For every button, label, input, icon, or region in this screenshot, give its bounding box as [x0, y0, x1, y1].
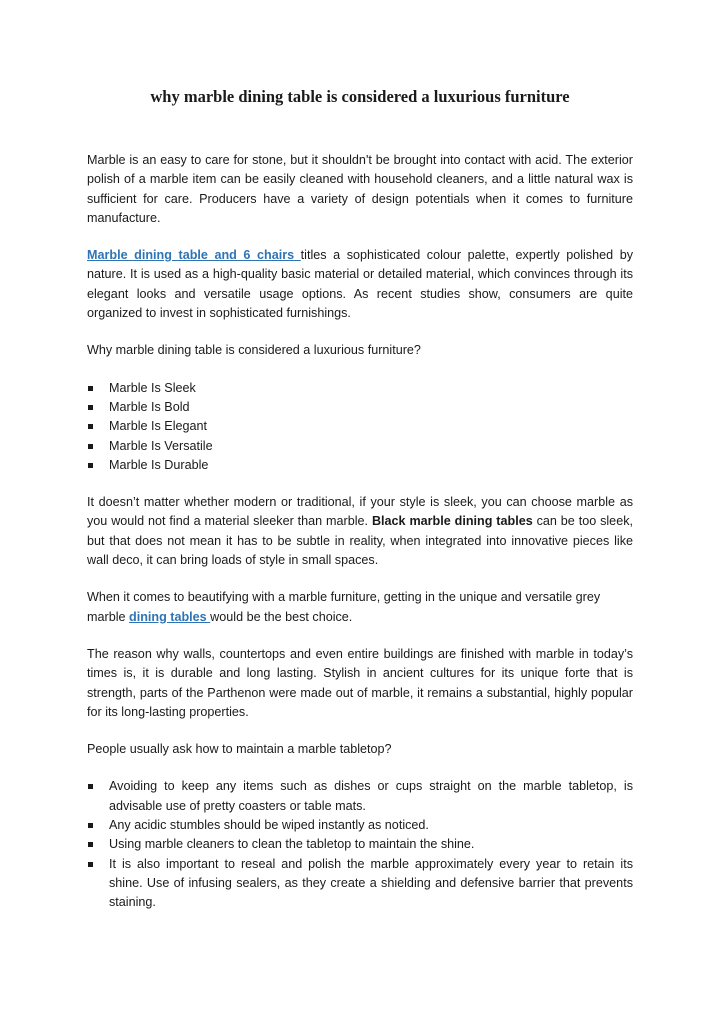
list-item: Marble Is Elegant — [87, 417, 633, 436]
list-item: Marble Is Durable — [87, 456, 633, 475]
list-item: Using marble cleaners to clean the tabletop to maintain the shine. — [87, 835, 633, 854]
list-maintenance-tips — [87, 777, 633, 912]
bullet-icon — [88, 823, 93, 828]
list-item: Avoiding to keep any items such as dishes or cups straight on the marble tabletop, is advisable use of pretty coasters or table mats. — [87, 777, 633, 816]
link-dining-tables[interactable]: dining tables — [129, 609, 211, 624]
bullet-icon — [88, 463, 93, 468]
bullet-icon — [88, 386, 93, 391]
bold-black-marble-dining-tables: Black marble dining tables — [371, 514, 533, 529]
list-item: Marble Is Versatile — [87, 437, 633, 456]
bullet-icon — [88, 424, 93, 429]
paragraph-grey-marble: When it comes to beautifying with a marble furniture, getting in the unique and versatile grey marble dining tables would be the best choice. — [87, 590, 601, 624]
bullet-icon — [88, 444, 93, 449]
link-marble-dining-table-6-chairs[interactable]: Marble dining table and 6 chairs — [87, 248, 301, 263]
list-item: Marble Is Bold — [87, 398, 633, 417]
paragraph-question-maintain: People usually ask how to maintain a marble tabletop? — [87, 742, 392, 757]
list-marble-qualities — [87, 379, 633, 475]
paragraph-intro: Marble is an easy to care for stone, but it shouldn't be brought into contact with acid. The exterior polish of a marble item can be easily cleaned with household cleaners, and a little natural wax is sufficient for care. Producers have a variety of design potentials when it comes to furniture manufacture. — [87, 153, 633, 225]
paragraph-sleek: It doesn’t matter whether modern or traditional, if your style is sleek, you can choose marble as you would not find a material sleeker than marble. Black marble dining tables can be too sleek, but that does not mean it has to be subtle in reality, when integrated into innovative pieces like wall deco, it can bring loads of style in small spaces. — [87, 495, 633, 568]
document-title: why marble dining table is considered a luxurious furniture — [150, 87, 570, 106]
list-item: Any acidic stumbles should be wiped instantly as noticed. — [87, 816, 633, 835]
paragraph-marble-table-text: titles a sophisticated colour palette, expertly polished by nature. It is used as a high-quality basic material or detailed material, which convinces through its elegant looks and versatile usage options. As recent studies show, consumers are quite organized to invest in sophisticated furnishings. — [87, 248, 633, 321]
bullet-icon — [88, 784, 93, 789]
paragraph-marble-table — [87, 246, 633, 323]
bullet-icon — [88, 842, 93, 847]
paragraph-durable: The reason why walls, countertops and even entire buildings are finished with marble in today’s times is, it is durable and long lasting. Stylish in ancient cultures for its unique forte that is strength, parts of the Parthenon were made out of marble, it remains a substantial, highly popular for its long-lasting properties. — [87, 646, 633, 719]
paragraph-question-luxury: Why marble dining table is considered a luxurious furniture? — [87, 343, 421, 358]
list-item: Marble Is Sleek — [87, 379, 633, 398]
bullet-icon — [88, 862, 93, 867]
list-item: It is also important to reseal and polish the marble approximately every year to retain its shine. Use of infusing sealers, as they create a shielding and defensive barrier that prevents staining. — [87, 855, 633, 913]
bullet-icon — [88, 405, 93, 410]
